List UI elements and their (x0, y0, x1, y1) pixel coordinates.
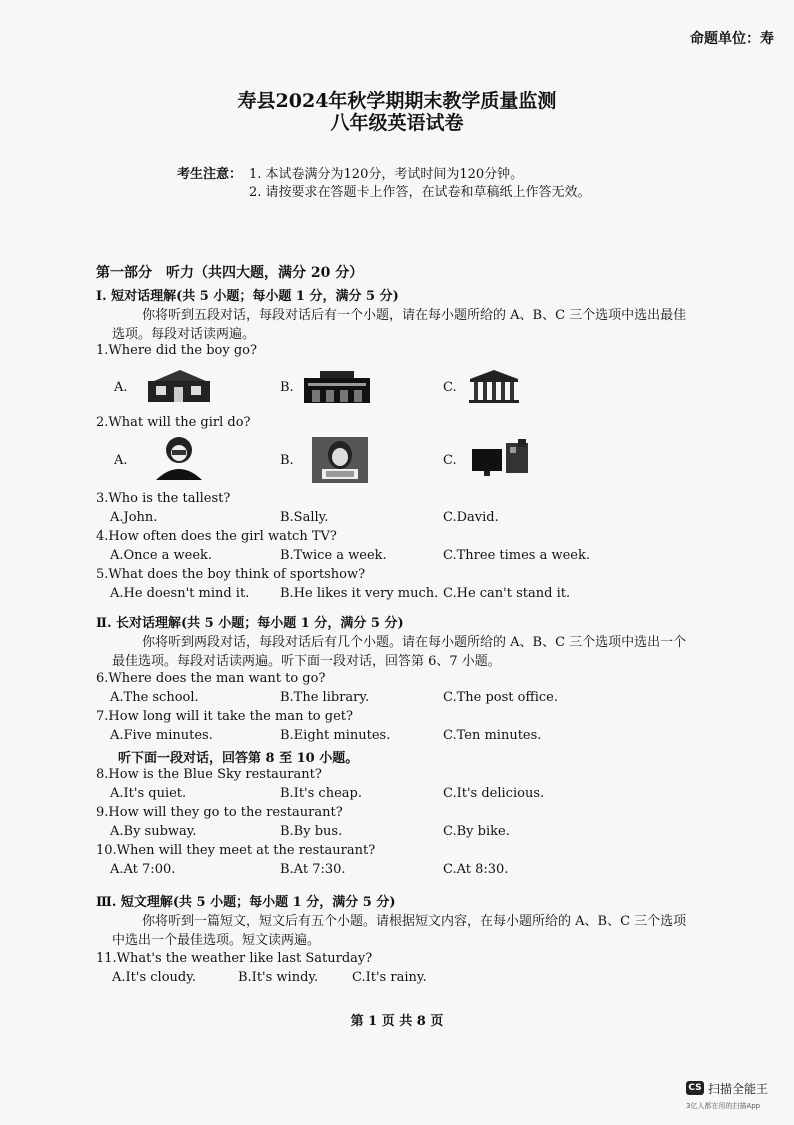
question: 6.Where does the man want to go? (96, 671, 326, 686)
question: 9.How will they go to the restaurant? (96, 805, 343, 820)
notice-item-1: 1. 本试卷满分为120分，考试时间为120分钟。 (249, 167, 524, 182)
computer-image (470, 437, 532, 477)
answer-option: A.At 7:00. (110, 862, 176, 877)
scanner-logo-icon: CS (686, 1081, 704, 1095)
exam-title: 寿县2024年秋学期期末教学质量监测 (237, 90, 557, 112)
girl-image (150, 436, 208, 480)
answer-option: B.It's windy. (238, 970, 319, 985)
page-number: 第 1 页 共 8 页 (350, 1014, 444, 1029)
answer-option: C.By bike. (443, 824, 510, 839)
answer-option: B.Twice a week. (280, 548, 387, 563)
section-instruction: 中选出一个最佳选项。短文读两遍。 (112, 933, 321, 948)
question: 8.How is the Blue Sky restaurant? (96, 767, 322, 782)
answer-option: B.Sally. (280, 510, 329, 525)
answer-option: B.The library. (280, 690, 370, 705)
answer-option: C.It's rainy. (352, 970, 427, 985)
issuing-unit-value: 寿 (760, 31, 774, 47)
option-label: A. (114, 453, 128, 468)
section-instruction: 最佳选项。每段对话读两遍。听下面一段对话，回答第 6、7 小题。 (112, 654, 501, 669)
option-label: B. (280, 380, 294, 395)
answer-option: A.John. (110, 510, 158, 525)
section-instruction: 你将听到一篇短文，短文后有五个小题。请根据短文内容，在每小题所给的 A、B、C 三个选项 (142, 914, 687, 929)
answer-option: A.It's cloudy. (112, 970, 196, 985)
section-instruction: 你将听到五段对话，每段对话后有一个小题，请在每小题所给的 A、B、C 三个选项中选出最佳 (142, 308, 687, 323)
part-heading: 第一部分 听力（共四大题，满分 20 分） (96, 265, 364, 281)
answer-option: A.The school. (110, 690, 199, 705)
answer-option: A.It's quiet. (110, 786, 187, 801)
answer-option: C.At 8:30. (443, 862, 509, 877)
answer-option: C.He can't stand it. (443, 586, 571, 601)
exam-subtitle: 八年级英语试卷 (330, 112, 464, 134)
section-heading: Ⅲ. 短文理解(共 5 小题；每小题 1 分，满分 5 分) (96, 895, 396, 910)
section-instruction: 你将听到两段对话，每段对话后有几个小题。请在每小题所给的 A、B、C 三个选项中选出一个 (142, 635, 687, 650)
section-instruction: 选项。每段对话读两遍。 (112, 327, 256, 342)
answer-option: A.Once a week. (110, 548, 213, 563)
answer-option: C.David. (443, 510, 499, 525)
option-label: B. (280, 453, 294, 468)
option-label: A. (114, 380, 128, 395)
answer-option: A.He doesn't mind it. (110, 586, 250, 601)
answer-option: B.By bus. (280, 824, 343, 839)
museum-image (468, 369, 520, 403)
question: 3.Who is the tallest? (96, 491, 231, 506)
answer-option: C.Ten minutes. (443, 728, 542, 743)
notice-item-2: 2. 请按要求在答题卡上作答，在试卷和草稿纸上作答无效。 (249, 185, 591, 200)
answer-option: C.Three times a week. (443, 548, 591, 563)
answer-option: A.By subway. (110, 824, 197, 839)
answer-option: A.Five minutes. (110, 728, 213, 743)
question: 4.How often does the girl watch TV? (96, 529, 337, 544)
sub-instruction: 听下面一段对话，回答第 8 至 10 小题。 (118, 751, 359, 766)
question: 1.Where did the boy go? (96, 343, 257, 358)
section-heading: Ⅰ. 短对话理解(共 5 小题；每小题 1 分，满分 5 分) (96, 289, 399, 304)
answer-option: B.At 7:30. (280, 862, 346, 877)
question: 2.What will the girl do? (96, 415, 251, 430)
scanner-tagline: 3亿人都在用的扫描App (686, 1102, 761, 1110)
answer-option: B.Eight minutes. (280, 728, 391, 743)
answer-option: C.The post office. (443, 690, 558, 705)
notice-label: 考生注意： (177, 167, 243, 182)
question: 5.What does the boy think of sportshow? (96, 567, 366, 582)
question: 7.How long will it take the man to get? (96, 709, 353, 724)
option-label: C. (443, 380, 457, 395)
option-label: C. (443, 453, 457, 468)
answer-option: B.He likes it very much. (280, 586, 439, 601)
section-heading: Ⅱ. 长对话理解(共 5 小题；每小题 1 分，满分 5 分) (96, 616, 404, 631)
scanner-brand: 扫描全能王 (708, 1082, 769, 1096)
issuing-unit-label: 命题单位： (690, 31, 760, 47)
answer-option: C.It's delicious. (443, 786, 545, 801)
coffee-girl-image (312, 437, 368, 483)
cinema-image (302, 371, 372, 403)
house-image (146, 367, 212, 403)
answer-option: B.It's cheap. (280, 786, 362, 801)
question: 11.What's the weather like last Saturday? (96, 951, 373, 966)
question: 10.When will they meet at the restaurant? (96, 843, 376, 858)
